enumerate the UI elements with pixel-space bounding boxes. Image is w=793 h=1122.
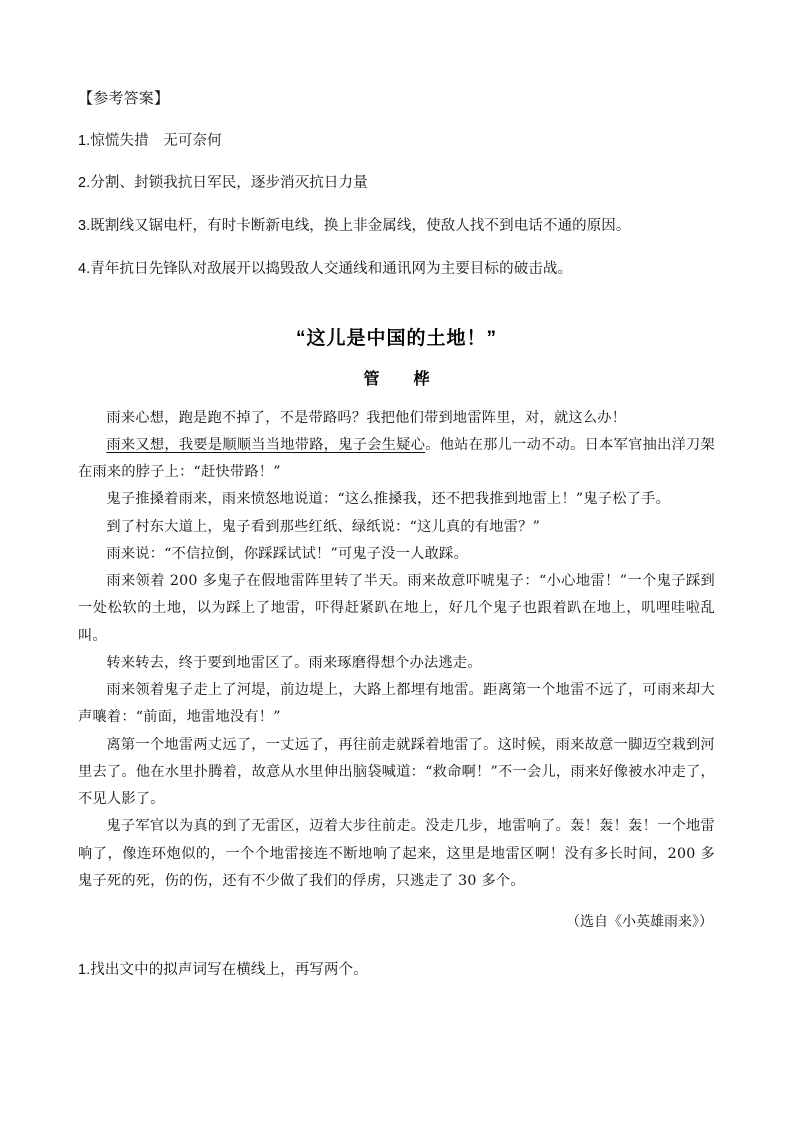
paragraph-text: 到了村东大道上，鬼子看到那些红纸、绿纸说：“这儿真的有地雷？” bbox=[106, 518, 541, 535]
passage-title: “这儿是中国的土地！” bbox=[295, 327, 497, 349]
paragraph-text: 鬼子推搡着雨来，雨来愤怒地说道：“这么推搡我，还不把我推到地雷上！”鬼子松了手。 bbox=[106, 491, 671, 508]
paragraph-text: 鬼子军官以为真的到了无雷区，迈着大步往前走。没走几步，地雷响了。轰！轰！轰！一个地雷响了，像连环炮似的，一个个地雷接连不断地响了起来，这里是地雷区啊！没有多长时间，200 多鬼子死的死，伤的伤，还有不少做了我们的俘虏，只逃走了 30 多个。 bbox=[78, 818, 715, 890]
question-item: 1.找出文中的拟声词写在横线上，再写两个。 bbox=[78, 962, 368, 979]
passage-paragraph bbox=[78, 405, 715, 432]
passage-body bbox=[78, 405, 715, 896]
answer-key-heading: 【参考答案】 bbox=[78, 90, 170, 107]
answer-key-item: 2.分割、封锁我抗日军民，逐步消灭抗日力量 bbox=[78, 175, 368, 192]
underlined-text: 雨来又想，我要是顺顺当当地带路，鬼子会生疑心 bbox=[106, 436, 426, 453]
passage-paragraph bbox=[78, 432, 715, 487]
paragraph-text: 离第一个地雷两丈远了，一丈远了，再往前走就踩着地雷了。这时候，雨来故意一脚迈空栽到河里去了。他在水里扑腾着，故意从水里伸出脑袋喊道：“救命啊！”不一会儿，雨来好像被水冲走了，不见人影了。 bbox=[78, 736, 715, 808]
passage-paragraph bbox=[78, 541, 715, 568]
paragraph-text: 转来转去，终于要到地雷区了。雨来琢磨得想个办法逃走。 bbox=[106, 654, 482, 671]
answer-key-item: 3.既割线又锯电杆，有时卡断新电线，换上非金属线，使敌人找不到电话不通的原因。 bbox=[78, 218, 631, 234]
passage-section bbox=[78, 323, 715, 932]
answer-key-item: 1.惊慌失措 无可奈何 bbox=[78, 132, 222, 149]
passage-paragraph bbox=[78, 650, 715, 677]
paragraph-text: 。他站在那儿一动不动。日本军官抽出洋刀架在雨来的脖子上：“赶快带路！” bbox=[78, 436, 715, 481]
passage-paragraph bbox=[78, 514, 715, 541]
answer-key-item: 4.青年抗日先锋队对敌展开以捣毁敌人交通线和通讯网为主要目标的破击战。 bbox=[78, 260, 573, 277]
passage-paragraph bbox=[78, 568, 715, 650]
passage-author: 管 桦 bbox=[363, 370, 439, 388]
passage-source: （选自《小英雄雨来》） bbox=[566, 914, 713, 931]
answer-key-items bbox=[78, 131, 715, 281]
passage-paragraph bbox=[78, 732, 715, 814]
answer-key-section bbox=[78, 88, 715, 281]
passage-paragraph bbox=[78, 677, 715, 732]
paragraph-text: 雨来心想，跑是跑不掉了，不是带路吗？我把他们带到地雷阵里，对，就这么办！ bbox=[106, 409, 627, 426]
passage-paragraph bbox=[78, 486, 715, 513]
question-section bbox=[78, 959, 715, 982]
paragraph-text: 雨来说：“不信拉倒，你踩踩试试！”可鬼子没一人敢踩。 bbox=[106, 545, 468, 562]
paragraph-text: 雨来领着鬼子走上了河堤，前边堤上，大路上都埋有地雷。距离第一个地雷不远了，可雨来却大声嚷着：“前面，地雷地没有！” bbox=[78, 682, 715, 726]
passage-paragraph bbox=[78, 813, 715, 895]
paragraph-text: 雨来领着 200 多鬼子在假地雷阵里转了半天。雨来故意吓唬鬼子：“小心地雷！”一个鬼子踩到一处松软的土地，以为踩上了地雷，吓得赶紧趴在地上，好几个鬼子也跟着趴在地上，叽哩哇啦乱叫。 bbox=[78, 573, 715, 644]
